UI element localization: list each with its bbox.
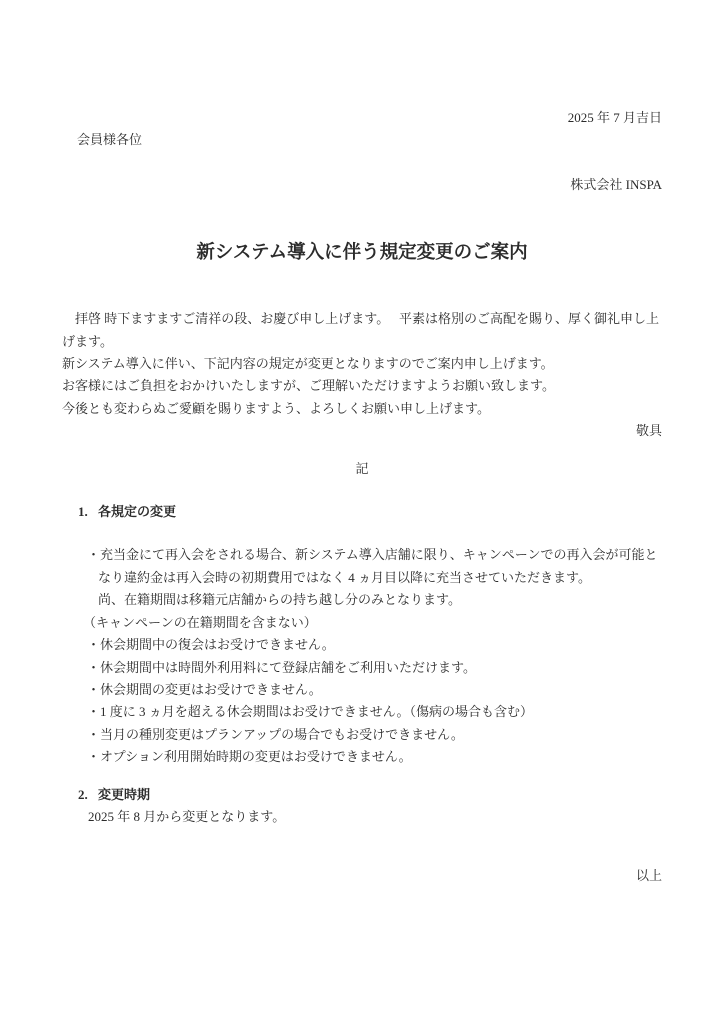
body-line: お客様にはご負担をおかけいたしますが、ご理解いただけますようお願い致します。	[62, 378, 555, 394]
body-line: 拝啓 時下ますますご清祥の段、お慶び申し上げます。 平素は格別のご高配を賜り、厚く御礼申し上	[62, 311, 659, 327]
document-title: 新システム導入に伴う規定変更のご案内	[196, 243, 528, 264]
rule-line: ・休会期間中は時間外利用料にて登録店舗をご利用いただけます。	[87, 659, 476, 675]
rule-line: なり違約金は再入会時の初期費用ではなく 4 ヵ月目以降に充当させていただきます。	[98, 569, 591, 585]
body-line: 新システム導入に伴い、下記内容の規定が変更となりますのでご案内申し上げます。	[62, 356, 554, 372]
section-2-body: 2025 年 8 月から変更となります。	[88, 808, 286, 824]
greeting-paragraph	[62, 308, 662, 420]
sender-company: 株式会社 INSPA	[570, 176, 662, 192]
section-2-heading-label: 変更時期	[98, 786, 151, 802]
section-1-heading-label: 各規定の変更	[98, 504, 177, 520]
rule-line: （キャンペーンの在籍期間を含まない）	[83, 614, 317, 630]
rule-line: ・充当金にて再入会をされる場合、新システム導入店舗に限り、キャンペーンでの再入会が可能と	[87, 547, 658, 563]
rule-line: ・オプション利用開始時期の変更はお受けできません。	[87, 749, 412, 765]
rule-line: ・当月の種別変更はプランアップの場合でもお受けできません。	[87, 726, 464, 742]
section-2-number: 2.	[78, 786, 88, 802]
section-1-number: 1.	[78, 504, 88, 520]
end-marker: 以上	[635, 868, 662, 884]
section-1-heading	[62, 501, 662, 523]
rule-line: ・休会期間中の復会はお受けできません。	[87, 637, 335, 653]
body-line: 今後とも変わらぬご愛顧を賜りますよう、よろしくお願い申し上げます。	[62, 400, 490, 416]
section-2-heading	[62, 784, 662, 806]
recipient: 会員様各位	[77, 132, 143, 148]
rule-line: ・休会期間の変更はお受けできません。	[87, 681, 322, 697]
date-line: 2025 年 7 月吉日	[567, 110, 662, 125]
rule-line: ・1 度に 3 ヵ月を超える休会期間はお受けできません。（傷病の場合も含む）	[87, 704, 534, 720]
body-line: げます。	[62, 333, 113, 349]
rule-line: 尚、在籍期間は移籍元店舗からの持ち越し分のみとなります。	[98, 592, 461, 608]
record-marker: 記	[355, 460, 369, 476]
closing-keigu: 敬具	[635, 423, 662, 439]
rules-list	[62, 544, 662, 768]
